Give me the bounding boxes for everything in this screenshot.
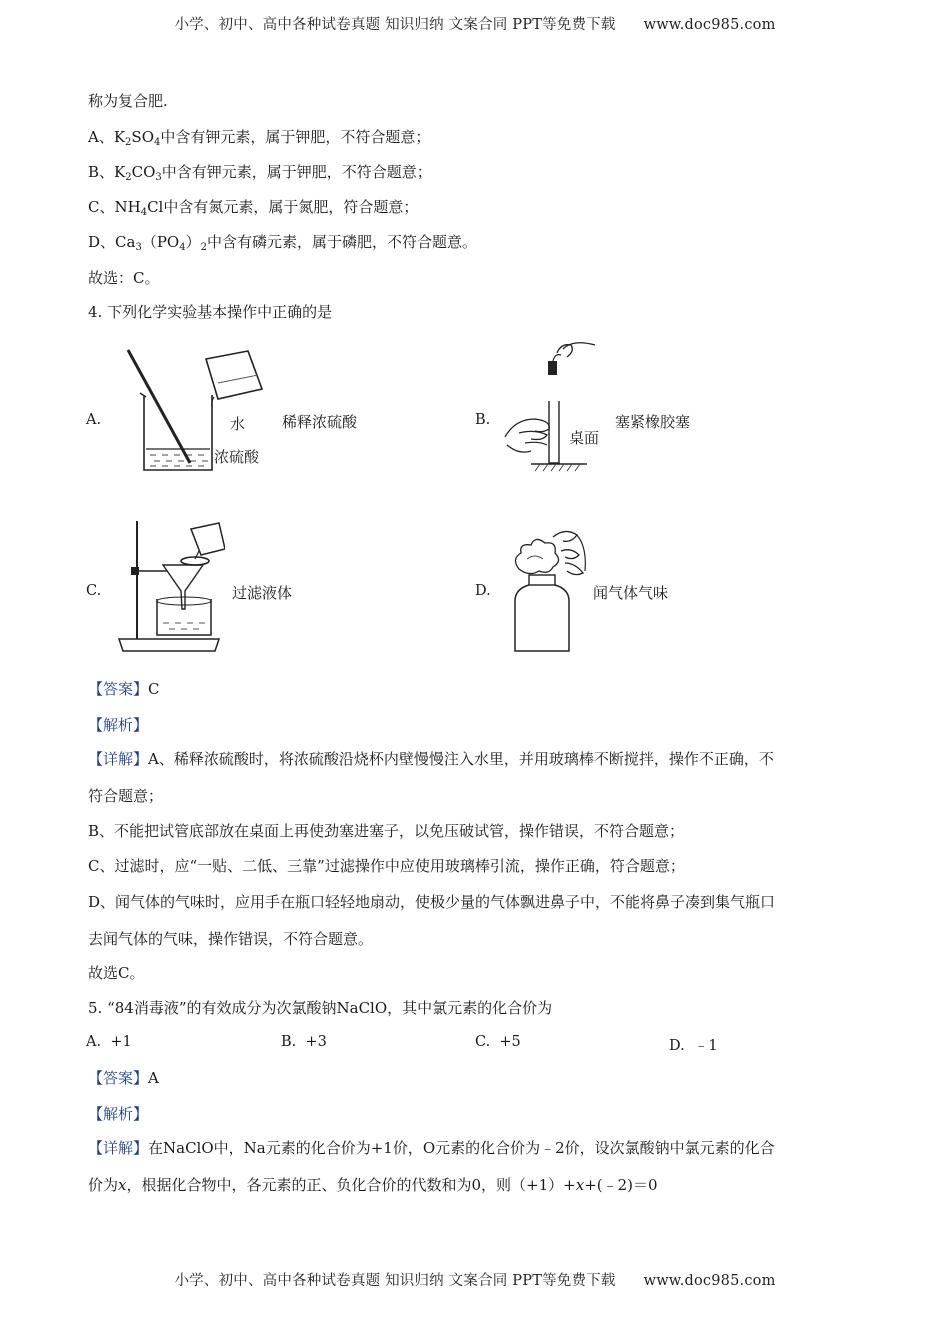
dilute-acid-figure (118, 345, 283, 475)
answer-tag: 【答案】 (88, 680, 149, 698)
q5-choice-c: C. +5 (475, 1034, 521, 1050)
q5-analysis-tag: 【解析】 (88, 1105, 149, 1123)
smell-gas-figure (505, 525, 595, 655)
q4-detail-b: B、不能把试管底部放在桌面上再使劲塞进塞子，以免压破试管，操作错误，不符合题意； (88, 822, 685, 840)
q4-detail-d2: 去闻气体的气味，操作错误，不符合题意。 (88, 930, 374, 948)
q4-option-a-caption: 稀释浓硫酸 (282, 413, 358, 431)
fig-label-desk: 桌面 (569, 429, 600, 447)
q4-option-a-label: A. (86, 412, 102, 428)
q5-stem: 5. “84消毒液”的有效成分为次氯酸钠NaClO，其中氯元素的化合价为 (88, 999, 553, 1017)
filtration-figure (115, 515, 225, 655)
q5-detail-1: 【详解】在NaClO中，Na元素的化合价为+1价，O元素的化合价为﹣2价，设次氯酸钠中氯元素的化合 (88, 1139, 775, 1157)
header-site[interactable]: www.doc985.com (643, 17, 776, 33)
page-header (0, 13, 950, 34)
q3-option-a: A、$K_2SO_4$中含有钾元素，属于钾肥，不符合题意； (88, 128, 431, 148)
answer-value: C (148, 680, 160, 698)
q4-option-b-label: B. (475, 412, 491, 428)
q3-intro: 称为复合肥. (88, 92, 168, 110)
fig-label-water: 水 (230, 415, 246, 433)
q5-choice-a: A. +1 (86, 1034, 132, 1050)
q4-option-b-caption: 塞紧橡胶塞 (615, 413, 691, 431)
q4-analysis-tag: 【解析】 (88, 716, 149, 734)
q4-detail-a2: 符合题意； (88, 787, 164, 805)
header-text: 小学、初中、高中各种试卷真题 知识归纳 文案合同 PPT等免费下载 (174, 17, 616, 33)
footer-site[interactable]: www.doc985.com (643, 1273, 776, 1289)
q4-answer (88, 679, 160, 699)
q5-detail-2: 价为x，根据化合物中，各元素的正、负化合价的代数和为0，则（+1）+x+(﹣2)＝0 (88, 1176, 658, 1194)
q3-option-b: B、$K_2CO_3$中含有钾元素，属于钾肥，不符合题意； (88, 163, 432, 183)
q3-option-c: C、$NH_4Cl$中含有氮元素，属于氮肥，符合题意； (88, 198, 419, 218)
q4-option-d-caption: 闻气体气味 (593, 584, 669, 602)
q4-detail-a1: 【详解】A、稀释浓硫酸时，将浓硫酸沿烧杯内壁慢慢注入水里，并用玻璃棒不断搅拌，操作不正确，不 (88, 750, 774, 768)
fig-label-acid: 浓硫酸 (214, 448, 260, 466)
q4-detail-c: C、过滤时，应“一贴、二低、三靠”过滤操作中应使用玻璃棒引流，操作正确，符合题意； (88, 857, 685, 875)
q4-option-c-caption: 过滤液体 (232, 584, 293, 602)
stopper-figure (495, 333, 615, 478)
q4-option-c-label: C. (86, 583, 102, 599)
q3-conclusion: 故选：C。 (88, 269, 160, 287)
q5-answer: 【答案】A (88, 1069, 159, 1087)
q4-detail-d1: D、闻气体的气味时，应用手在瓶口轻轻地扇动，使极少量的气体飘进鼻子中，不能将鼻子凑到集气瓶口 (88, 893, 776, 911)
q3-option-d: D、$Ca_3(PO_4)_2$中含有磷元素，属于磷肥，不符合题意。 (88, 233, 477, 253)
q4-conclusion: 故选C。 (88, 964, 145, 982)
q5-choice-d: D. ﹣1 (669, 1038, 718, 1054)
q4-stem: 4. 下列化学实验基本操作中正确的是 (88, 303, 333, 321)
q4-option-d-label: D. (475, 583, 491, 599)
q5-choice-b: B. +3 (281, 1034, 327, 1050)
page-footer (0, 1269, 950, 1290)
footer-text: 小学、初中、高中各种试卷真题 知识归纳 文案合同 PPT等免费下载 (174, 1273, 616, 1289)
